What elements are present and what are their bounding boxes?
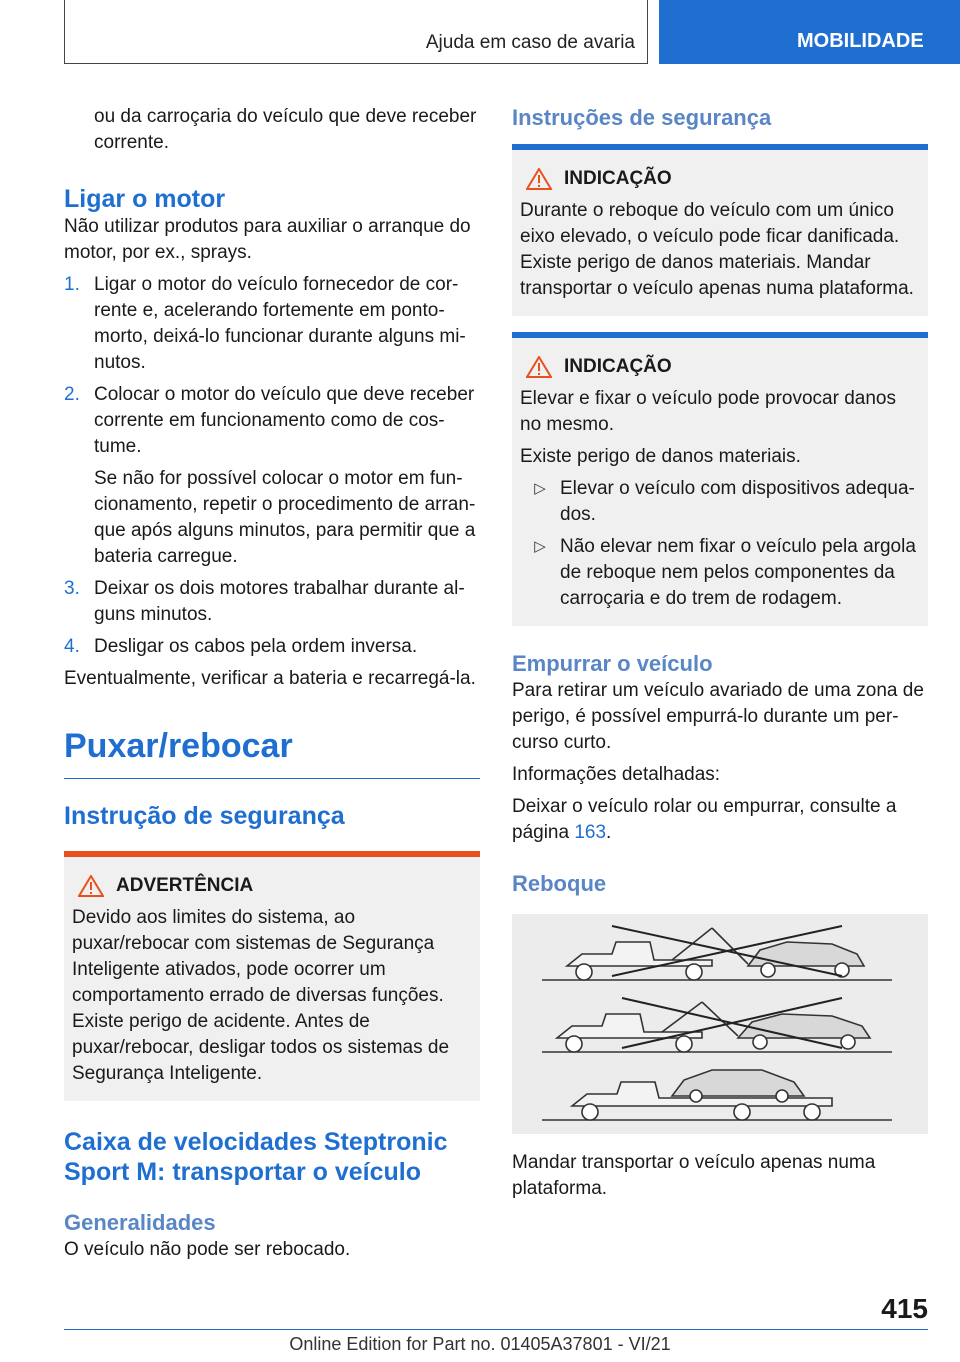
warning-triangle-icon: [78, 875, 104, 897]
triangle-bullet-icon: ▷: [534, 480, 546, 497]
step-number: 1.: [64, 274, 80, 295]
page-link[interactable]: 163: [574, 822, 607, 843]
warning-triangle-icon: [526, 356, 552, 378]
footer-edition: Online Edition for Part no. 01405A37801 - VI/21: [289, 1334, 671, 1354]
towing-methods-illustration: [512, 914, 928, 1134]
empurrar-info: Informações detalhadas:: [512, 764, 721, 785]
footer-divider: [64, 1329, 928, 1330]
reboque-caption: Mandar transportar o veículo apenas numa plataforma.: [512, 1152, 876, 1199]
heading-generalidades: Generalidades: [64, 1210, 216, 1235]
step-number: 3.: [64, 578, 80, 599]
towing-illustration: [512, 914, 928, 1134]
header-section-title: Ajuda em caso de avaria: [425, 32, 635, 53]
warning-text: Devido aos limites do sistema, ao puxar/rebocar com sistemas de Segurança Inteligente ativados, pode ocorrer um comportamento errado de diversas funções. Existe perigo de acidente. Antes de puxar/rebocar, desligar todos os sistemas de Segurança Inteligente.: [72, 907, 450, 1084]
note-box-1: [512, 144, 928, 316]
list-item: [64, 272, 480, 376]
step-text: Ligar o motor do veículo fornecedor de corrente e, acelerando fortemente em ponto-morto, deixá-lo funcionar durante alguns minutos.: [94, 274, 466, 373]
heading-instrucao-seguranca: Instrução de segurança: [64, 802, 345, 830]
generalidades-text: O veículo não pode ser rebocado.: [64, 1239, 351, 1260]
step-text: Colocar o motor do veículo que deve receber corrente em funcionamento como de costume.: [94, 384, 475, 457]
note-text: Durante o reboque do veículo com um único eixo elevado, o veículo pode ficar danificada. Existe perigo de danos materiais. Mandar transportar o veículo apenas numa plataforma.: [520, 200, 914, 299]
heading-puxar-rebocar: Puxar/rebocar: [64, 727, 293, 765]
page-number: 415: [881, 1293, 928, 1324]
eventual-text: Eventualmente, verificar a bateria e recarregá-la.: [64, 668, 476, 689]
note-title: [520, 166, 920, 192]
note-title: [520, 354, 920, 380]
triangle-bullet-icon: ▷: [534, 538, 546, 555]
note-text: Elevar e fixar o veículo pode provocar danos no mesmo.: [520, 388, 896, 435]
step-number: 2.: [64, 384, 80, 405]
list-item: [520, 534, 920, 612]
bullet-text: Elevar o veículo com dispositivos adequados.: [560, 478, 915, 525]
step-text: Deixar os dois motores trabalhar durante alguns minutos.: [94, 578, 465, 625]
list-item: [520, 476, 920, 528]
list-item: [64, 576, 480, 628]
steps-list: [64, 272, 480, 660]
left-column: [64, 104, 480, 1263]
right-column: [512, 104, 928, 1202]
reference-end: .: [606, 822, 612, 843]
note-box-2: [512, 332, 928, 626]
empurrar-text: Para retirar um veículo avariado de uma zona de perigo, é possível empurrá-lo durante um percurso curto.: [512, 680, 924, 753]
heading-instrucoes-seguranca: Instruções de segurança: [512, 105, 772, 130]
reference-text: Deixar o veículo rolar ou empurrar, consulte a página: [512, 796, 897, 843]
heading-empurrar-veiculo: Empurrar o veículo: [512, 651, 713, 676]
step-number: 4.: [64, 636, 80, 657]
note-text: Existe perigo de danos materiais.: [520, 446, 801, 467]
heading-ligar-motor: Ligar o motor: [64, 185, 226, 213]
bullet-text: Não elevar nem fixar o veículo pela argola de reboque nem pelos componentes da carroçaria e do trem de rodagem.: [560, 536, 916, 609]
warning-triangle-icon: [526, 168, 552, 190]
step-extra: Se não for possível colocar o motor em funcionamento, repetir o procedimento de arranque após alguns minutos, para permitir que a bateria carregue.: [94, 468, 476, 567]
note-label: INDICAÇÃO: [564, 168, 672, 189]
empurrar-reference: [512, 794, 928, 846]
note-label: INDICAÇÃO: [564, 356, 672, 377]
heading-caixa-velocidades: Caixa de velocidades Steptronic Sport M: transportar o veículo: [64, 1128, 448, 1186]
list-item: [64, 634, 480, 660]
warning-box: [64, 851, 480, 1101]
header-chapter-tab[interactable]: MOBILIDADE: [659, 0, 960, 64]
continued-text: ou da carroçaria do veículo que deve receber corrente.: [94, 106, 477, 153]
warning-label: ADVERTÊNCIA: [116, 875, 254, 896]
step-text: Desligar os cabos pela ordem inversa.: [94, 636, 418, 657]
list-item: [64, 382, 480, 570]
heading-reboque: Reboque: [512, 871, 607, 896]
ligar-intro: Não utilizar produtos para auxiliar o arranque do motor, por ex., sprays.: [64, 216, 471, 263]
warning-title: [72, 873, 472, 899]
